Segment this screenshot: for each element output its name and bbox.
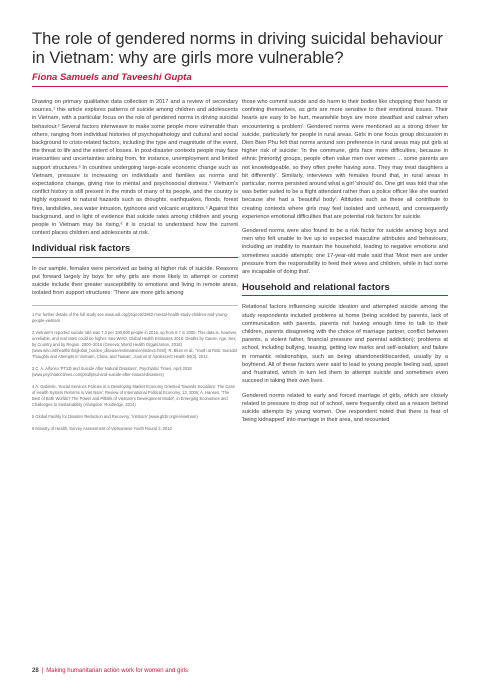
article-authors: Fiona Samuels and Taveeshi Gupta [32,72,192,83]
body-paragraph: those who commit suicide and do harm to their bodies like chopping their hands or confining themselves, as girls are more sensitive to their emotional issues. Their hearts are easy to be hurt, meanwhile boys are more steadfast and calmer when encountering a problem'. Gendered norms were mentioned as a strong driver for suicide, particularly for people in rural areas. Girls in one focus group discussion in Dien Bien Phu felt that norms around son preference in rural areas may put girls at higher risk of suicide: 'In the commune, girls face more difficulties, because in ethnic [minority] groups, people often value men over women ... some parents are not knowledgeable, so they often prefer having sons. They may treat daughters a bit differently'. Similarly, interviews with females found that, in rural areas in particular, norms persisted around what a girl 'should' do. One girl was told that she was better suited to be a flight attendant rather than a police officer like she wanted because she had a 'beautiful body'. Attitudes such as these all contribute to creating contexts where girls may feel isolated and unheard, and consequently experience emotional difficulties that are potential risk factors for suicide. [242,99,448,220]
right-column [242,98,448,430]
footer-separator: | [41,668,44,674]
section-divider [32,257,238,258]
body-paragraph: Gendered norms related to early and forced marriage of girls, which are closely related to pressure to drop out of school, were frequently cited as a reason behind suicide attempts by young women. One respondent noted that there is fear of 'being kidnapped' into marriage in their area, and recounted [242,392,448,424]
footnote-6: 6 Ministry of Health, Survey Assessment of Vietnamese Youth Round 2, 2010 [32,426,172,432]
page-footer [32,668,188,674]
footnote-4: 4 A. Gabriele, 'Social Services Policies in a Developing Market Economy Oriented Towards Socialism: The Case of Health System Reforms in Viet Nam', Review of International Political Economy, 13, 2006; A. Hansen, 'The Best of Both Worlds? The Power and Pitfalls of Vietnam's Development Model', in Emerging Economies and Challenges to Sustainability (Abingdon: Routledge, 2014) [32,384,235,408]
footnote-2: 2 Vietnam's reported suicide rate was 7.3 per 100,000 people in 2016, up from 6.7 in 2000. This data is, however, unreliable, and real rates could be higher. See WHO, Global Health Estimates 2016: Deaths by Cause, Age, Sex, by Country and by Region, 2000–2016 (Geneva: World Health Organization, 2018) (www.who.int/healthinfo/global_burden_disease/estimates/en/index1.html); R. Blum et al., 'Youth at Risk: Suicidal Thoughts and Attempts in Vietnam, China, and Taiwan', Journal of Adolescent Health 50(3), 2012. [32,330,238,360]
article-title: The role of gendered norms in driving suicidal behaviour in Vietnam: why are girls more vulnerable? [32,30,443,67]
footer-publication-title: Making humanitarian action work for women and girls [46,668,188,674]
section-divider [242,295,448,296]
body-paragraph: Gendered norms were also found to be a risk factor for suicide among boys and men who felt unable to live up to expected masculine attributes and behaviours, including an inability to maintain the household, leading to negative emotions and sometimes suicide attempts; one 17-year-old male said that 'Most men are under pressure from the responsibility to feed their wives and children, while in fact some are incapable of doing that'. [242,228,448,276]
footnote-3: 3 C. A. Alfonso 'PTSD and Suicide After Natural Disasters', Psychiatric Times, April 2018 (www.psychiatrictimes.com/ptsd/ptsd-and-suicide-after-natural-disasters) [32,366,192,378]
page-number: 28 [32,668,39,674]
footnote-divider [32,305,238,306]
section-heading-individual: Individual risk factors [32,243,131,255]
footnote-1: 1 For further details of the full study see www.odi.org/projects/2852-mental-health-study-children-and-young-people-vietnam [32,312,229,324]
title-divider [32,86,448,87]
section-heading-household: Household and relational factors [242,282,390,294]
body-paragraph: In our sample, females were perceived as being at higher risk of suicide. Reasons put forward largely by boys for why girls are more likely to attempt or commit suicide include their greater susceptibility to emotions and living in remote areas, isolated from support structures: 'There are more girls among [32,265,238,297]
left-column [32,98,238,438]
footnote-5: 5 Global Facility for Disaster Reduction and Recovery, 'Vietnam' (www.gfdrr.org/en/vietnam) [32,414,198,420]
intro-paragraph: Drawing on primary qualitative data collection in 2017 and a review of secondary sources,¹ this article explores patterns of suicide among children and adolescents in Vietnam, with a particular focus on the role of gendered norms in driving suicidal behaviour.² Several factors interweave to make some people more vulnerable than others, ranging from individual histories of psychopathology and cultural and social background to crisis-related factors, including the type and magnitude of the event, the threat to life and the extent of losses. In post-disaster contexts people may face insecurities and uncertainties arising from, for instance, unemployment and limited support structures.³ In countries undergoing large-scale economic change such as Vietnam, pressure is increasing on individuals and families as norms and expectations change, giving rise to mental and psychosocial distress.⁴ Vietnam's conflict history is still present in the minds of many of its people, and the country is highly exposed to natural hazards such as droughts, earthquakes, floods, forest fires, landslides, sea water intrusion, typhoons and volcanic eruptions.⁵ Against this background, and in light of evidence that suicide rates among children and young people in Vietnam may be rising,⁶ it is crucial to understand how the current context places children and adolescents at risk. [32,99,238,237]
body-paragraph: Relational factors influencing suicide ideation and attempted suicide among the study respondents included problems at home (being scolded by parents, lack of communication with parents, parents not having enough time to talk to their children, parents disagreeing with the choice of marriage partner, conflict between parents, a violent father, financial pressure and parental addiction); problems at school, including bullying, teasing, getting low marks and self-isolation; and failure in romantic relationships, such as being abandoned/discarded, usually by a boyfriend. All of these factors were said to lead to young people feeling sad, upset and frustrated, which in turn led them to attempt suicide and sometimes even succeed in taking their own lives. [242,304,448,385]
